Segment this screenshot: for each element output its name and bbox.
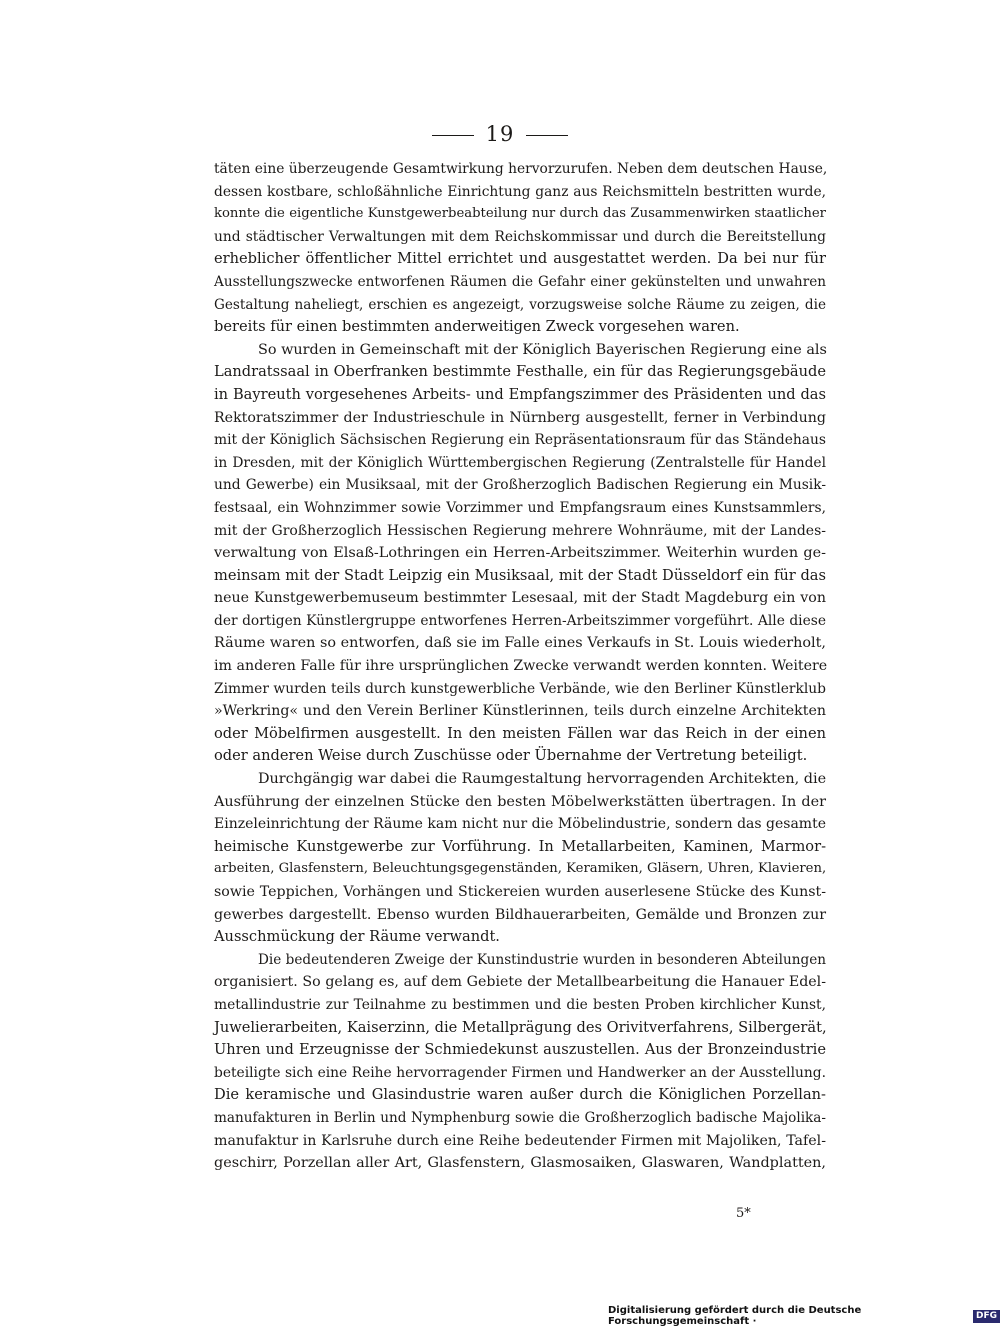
text-line: oder anderen Weise durch Zuschüsse oder Übernahme der Vertretung beteiligt.: [214, 747, 808, 765]
text-line: So wurden in Gemeinschaft mit der Königlich Bayerischen Regierung eine als: [258, 341, 827, 358]
text-line: Landratssaal in Oberfranken bestimmte Festhalle, ein für das Regierungsgebäude: [214, 363, 826, 381]
text-line: Räume waren so entworfen, daß sie im Falle eines Verkaufs in St. Louis wiederholt,: [214, 635, 826, 652]
page-number: 19: [485, 122, 515, 146]
text-line: »Werkring« und den Verein Berliner Künstlerinnen, teils durch einzelne Architekten: [214, 703, 826, 720]
signature-mark: 5*: [736, 1206, 751, 1221]
text-line: gewerbes dargestellt. Ebenso wurden Bildhauerarbeiten, Gemälde und Bronzen zur: [214, 906, 826, 923]
text-line: Ausstellungszwecke entworfenen Räumen die Gefahr einer gekünstelten und unwahren: [214, 273, 826, 290]
text-line: und Gewerbe) ein Musiksaal, mit der Großherzoglich Badischen Regierung ein Musik-: [214, 477, 826, 494]
header-rule-right: [526, 135, 568, 136]
text-line: mit der Königlich Sächsischen Regierung ein Repräsentationsraum für das Ständehaus: [214, 432, 826, 449]
text-line: in Dresden, mit der Königlich Württembergischen Regierung (Zentralstelle für Handel: [214, 454, 826, 471]
text-line: Ausschmückung der Räume verwandt.: [214, 928, 500, 946]
dfg-logo: DFG: [973, 1310, 1000, 1323]
text-line: festsaal, ein Wohnzimmer sowie Vorzimmer und Empfangsraum eines Kunstsammlers,: [214, 499, 826, 516]
text-line: manufakturen in Berlin und Nymphenburg sowie die Großherzoglich badische Majolika-: [214, 1109, 826, 1126]
text-line: Die keramische und Glasindustrie waren außer durch die Königlichen Porzellan-: [214, 1086, 826, 1104]
text-line: Ausführung der einzelnen Stücke den besten Möbelwerkstätten übertragen. In der: [214, 793, 826, 810]
text-line: täten eine überzeugende Gesamtwirkung hervorzurufen. Neben dem deutschen Hause,: [214, 161, 828, 177]
text-line: Gestaltung naheliegt, erschien es angezeigt, vorzugsweise solche Räume zu zeigen, die: [214, 296, 826, 313]
text-line: neue Kunstgewerbemuseum bestimmter Lesesaal, mit der Stadt Magdeburg ein von: [214, 590, 826, 607]
text-line: Rektoratszimmer der Industrieschule in Nürnberg ausgestellt, ferner in Verbindung: [214, 409, 826, 426]
text-line: in Bayreuth vorgesehenes Arbeits- und Empfangszimmer des Präsidenten und das: [214, 385, 826, 403]
text-line: Durchgängig war dabei die Raumgestaltung hervorragenden Architekten, die: [258, 771, 827, 788]
text-line: Einzeleinrichtung der Räume kam nicht nur die Möbelindustrie, sondern das gesamte: [214, 816, 826, 833]
text-line: Uhren und Erzeugnisse der Schmiedekunst auszustellen. Aus der Bronzeindustrie: [214, 1041, 826, 1059]
text-line: Juwelierarbeiten, Kaiserzinn, die Metallprägung des Orivitverfahrens, Silbergerät,: [214, 1018, 827, 1036]
text-line: verwaltung von Elsaß-Lothringen ein Herren-Arbeitszimmer. Weiterhin wurden ge-: [214, 545, 826, 562]
text-line: beteiligte sich eine Reihe hervorragender Firmen und Handwerker an der Ausstellung.: [214, 1064, 826, 1081]
text-line: geschirr, Porzellan aller Art, Glasfenstern, Glasmosaiken, Glaswaren, Wandplatten,: [214, 1155, 826, 1172]
header-rule-left: [432, 135, 474, 136]
text-line: der dortigen Künstlergruppe entworfenes Herren-Arbeitszimmer vorgeführt. Alle diese: [214, 612, 826, 629]
footer-text: Digitalisierung gefördert durch die Deutsche Forschungsgemeinschaft ·: [608, 1305, 862, 1327]
page-header: [0, 122, 1000, 146]
text-line: mit der Großherzoglich Hessischen Regierung mehrere Wohnräume, mit der Landes-: [214, 522, 826, 539]
text-line: sowie Teppichen, Vorhängen und Stickereien wurden auserlesene Stücke des Kunst-: [214, 884, 826, 900]
text-line: konnte die eigentliche Kunstgewerbeabteilung nur durch das Zusammenwirken staatlicher: [214, 206, 826, 222]
text-line: im anderen Falle für ihre ursprünglichen Zwecke verwandt werden konnten. Weitere: [214, 658, 828, 675]
text-line: und städtischer Verwaltungen mit dem Reichskommissar und durch die Bereitstellung: [214, 228, 826, 245]
text-line: Die bedeutenderen Zweige der Kunstindustrie wurden in besonderen Abteilungen: [258, 951, 826, 968]
text-line: meinsam mit der Stadt Leipzig ein Musiksaal, mit der Stadt Düsseldorf ein für das: [214, 566, 826, 584]
text-line: oder Möbelfirmen ausgestellt. In den meisten Fällen war das Reich in der einen: [214, 724, 826, 742]
text-line: Zimmer wurden teils durch kunstgewerbliche Verbände, wie den Berliner Künstlerklub: [214, 680, 826, 697]
text-line: manufaktur in Karlsruhe durch eine Reihe bedeutender Firmen mit Majoliken, Tafel-: [214, 1132, 826, 1149]
text-line: organisiert. So gelang es, auf dem Gebiete der Metallbearbeitung die Hanauer Edel-: [214, 974, 826, 991]
body-text: [214, 158, 826, 1175]
text-line: arbeiten, Glasfenstern, Beleuchtungsgegenständen, Keramiken, Gläsern, Uhren, Klavieren,: [214, 861, 827, 877]
text-line: erheblicher öffentlicher Mittel errichtet und ausgestattet werden. Da bei nur für: [214, 250, 826, 268]
digitization-footer: [608, 1305, 1000, 1327]
text-line: heimische Kunstgewerbe zur Vorführung. In Metallarbeiten, Kaminen, Marmor-: [214, 837, 826, 855]
text-line: dessen kostbare, schloßähnliche Einrichtung ganz aus Reichsmitteln bestritten wurde,: [214, 183, 826, 200]
text-line: metallindustrie zur Teilnahme zu bestimmen und die besten Proben kirchlicher Kunst,: [214, 996, 826, 1013]
text-line: bereits für einen bestimmten anderweitigen Zweck vorgesehen waren.: [214, 318, 740, 336]
